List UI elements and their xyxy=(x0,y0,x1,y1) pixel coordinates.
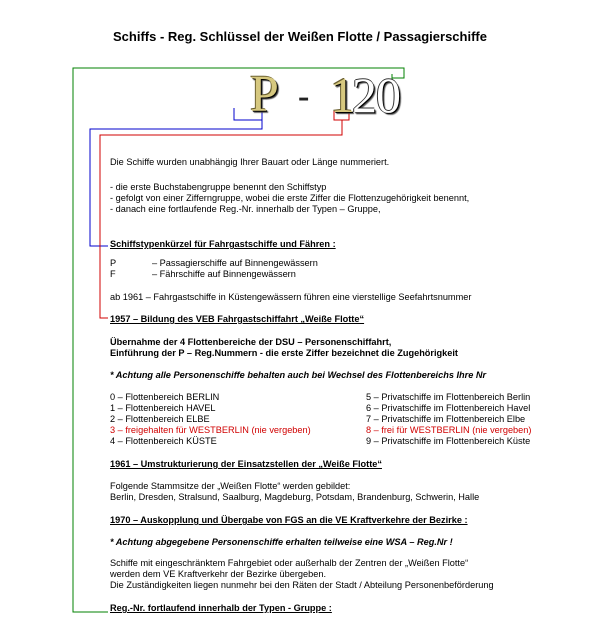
code-letter: P xyxy=(250,66,278,123)
red-connector-line xyxy=(100,120,342,318)
p1970-line2: werden dem VE Kraftverkehr der Bezirke übergeben. xyxy=(110,569,327,579)
type-code-f: F xyxy=(110,269,116,279)
p1970-line1: Schiffe mit eingeschränktem Fahrgebiet oder außerhalb der Zentren der „Weißen Flotte“ xyxy=(110,558,469,568)
fleet-item-3: 3 – freigehalten für WESTBERLIN (nie vergeben) xyxy=(110,425,311,435)
fleet-item-5: 5 – Privatschiffe im Flottenbereich Berlin xyxy=(366,392,531,402)
attention-note-1: * Achtung alle Personenschiffe behalten auch bei Wechsel des Flottenbereichs Ihre Nr xyxy=(110,370,487,380)
p1961-line2: Berlin, Dresden, Stralsund, Saalburg, Magdeburg, Potsdam, Brandenburg, Schwerin, Halle xyxy=(110,492,480,502)
fleet-item-2: 2 – Flottenbereich ELBE xyxy=(110,414,210,424)
type-desc-f: – Fährschiffe auf Binnengewässern xyxy=(152,269,296,279)
page-title: Schiffs - Reg. Schlüssel der Weißen Flotte / Passagierschiffe xyxy=(113,29,487,44)
fleet-item-7: 7 – Privatschiffe im Flottenbereich Elbe xyxy=(366,414,526,424)
heading-1957: 1957 – Bildung des VEB Fahrgastschiffahrt „Weiße Flotte“ xyxy=(110,314,365,324)
fleet-item-6: 6 – Privatschiffe im Flottenbereich Havel xyxy=(366,403,531,413)
rule-2: - gefolgt von einer Zifferngruppe, wobei die erste Ziffer die Flottenzugehörigkeit benennt, xyxy=(110,193,470,203)
intro-text: Die Schiffe wurden unabhängig Ihrer Bauart oder Länge nummeriert. xyxy=(110,157,390,167)
heading-1961: 1961 – Umstrukturierung der Einsatzstellen der „Weiße Flotte“ xyxy=(110,459,382,469)
code-dash: - xyxy=(298,78,309,115)
fleet-item-9: 9 – Privatschiffe im Flottenbereich Küste xyxy=(366,436,531,446)
rule-1: - die erste Buchstabengruppe benennt den Schiffstyp xyxy=(110,182,327,192)
code-digit-first: 1 xyxy=(330,67,354,123)
p1961-line1: Folgende Stammsitze der „Weißen Flotte“ werden gebildet: xyxy=(110,481,351,491)
reg-heading: Reg.-Nr. fortlaufend innerhalb der Typen - Gruppe : xyxy=(110,603,332,613)
fleet-item-0: 0 – Flottenbereich BERLIN xyxy=(110,392,220,402)
heading-1970: 1970 – Auskopplung und Übergabe von FGS an die VE Kraftverkehre der Bezirke : xyxy=(110,515,468,525)
type-code-p: P xyxy=(110,258,117,268)
p1957-line1: Übernahme der 4 Flottenbereiche der DSU – Personenschiffahrt, xyxy=(110,337,392,347)
attention-note-2: * Achtung abgegebene Personenschiffe erhalten teilweise eine WSA – Reg.Nr ! xyxy=(110,537,453,547)
coast-note: ab 1961 – Fahrgastschiffe in Küstengewässern führen eine vierstellige Seefahrtsnummer xyxy=(110,292,472,302)
fleet-item-8: 8 – frei für WESTBERLIN (nie vergeben) xyxy=(366,425,532,435)
type-desc-p: – Passagierschiffe auf Binnengewässern xyxy=(152,258,318,268)
fleet-item-1: 1 – Flottenbereich HAVEL xyxy=(110,403,216,413)
p1970-line3: Die Zuständigkeiten liegen nunmehr bei den Räten der Stadt / Abteilung Personenbeförderung xyxy=(110,580,494,590)
code-digit-rest: 20 xyxy=(352,67,400,123)
p1957-line2: Einführung der P – Reg.Nummern - die erste Ziffer bezeichnet die Zugehörigkeit xyxy=(110,348,458,358)
fleet-item-4: 4 – Flottenbereich KÜSTE xyxy=(110,436,217,446)
types-heading: Schiffstypenkürzel für Fahrgastschiffe und Fähren : xyxy=(110,239,336,249)
rule-3: - danach eine fortlaufende Reg.-Nr. innerhalb der Typen – Gruppe, xyxy=(110,204,381,214)
